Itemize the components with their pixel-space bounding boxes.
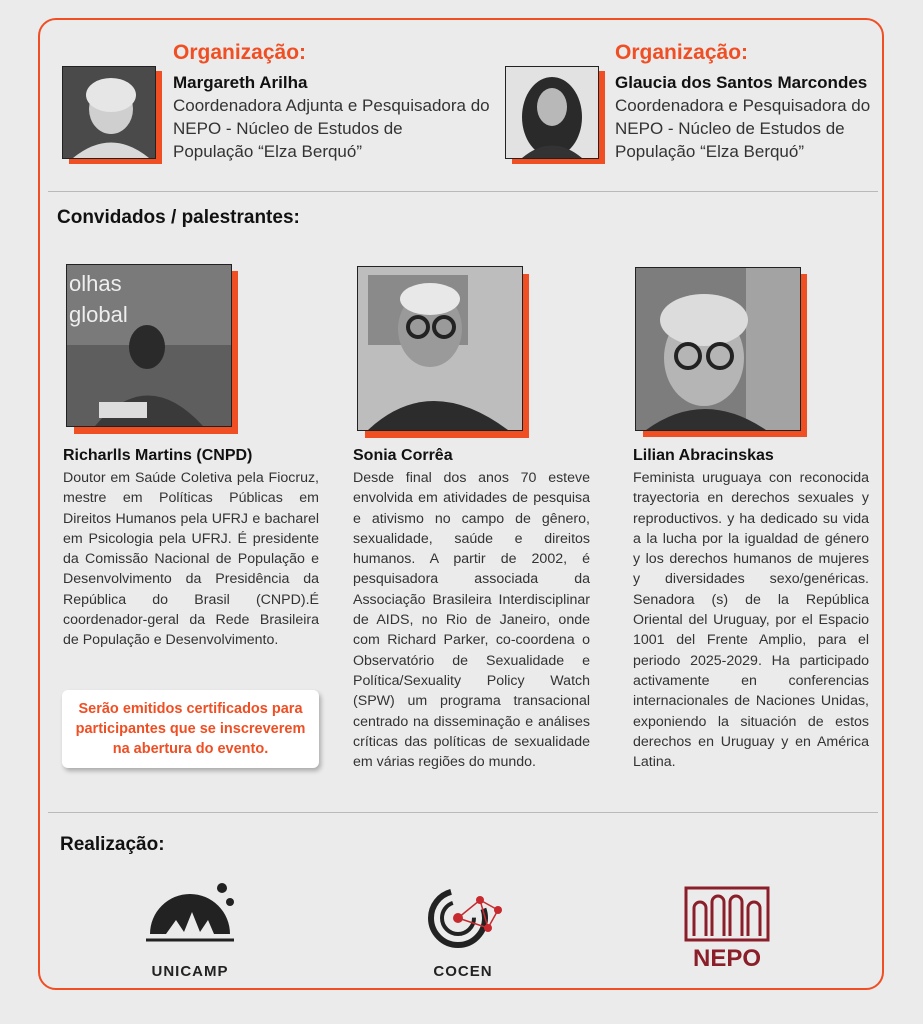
unicamp-label: UNICAMP [151,963,229,980]
organizer-photo [505,66,605,164]
photo-backdrop-text: global [69,302,128,327]
organizer-name: Margareth Arilha [173,73,308,92]
organizer-description: Coordenadora e Pesquisadora do NEPO - Núcleo de Estudos de População “Elza Berquó” [615,96,871,161]
organizer-label: Organização: [615,41,749,64]
photo-backdrop-text: olhas [69,271,122,296]
organizer-name: Glaucia dos Santos Marcondes [615,73,868,92]
divider [48,191,878,192]
cocen-logo[interactable] [418,880,508,980]
guests-title: Convidados / palestrantes: [57,207,300,228]
unicamp-logo-icon [140,876,240,956]
cocen-logo-icon [418,880,508,952]
unicamp-logo[interactable] [140,876,240,980]
speaker-bio: Desde final dos anos 70 esteve envolvida em atividades de pesquisa e ativismo no campo de gênero, sexualidade, saúde e direitos humanos. A partir de 2002, é pesquisadora associada da Associação Brasileira Interdisciplinar de AIDS, no Rio de Janeiro, onde com Richard Parker, co-coordena o Observatório de Sexualidade e Política/Sexuality Policy Watch (SPW) um programa transacional centrado na disseminação e análises críticas das políticas de sexualidade em várias regiões do mundo. [353,470,590,771]
organizer-photo [62,66,162,164]
speaker-photo [357,266,529,438]
realizacao-title: Realização: [60,834,165,855]
nepo-logo-icon [684,886,770,942]
nepo-logo[interactable] [684,886,770,973]
divider [48,812,878,813]
cocen-label: COCEN [433,963,493,980]
speaker-bio: Doutor em Saúde Coletiva pela Fiocruz, mestre em Políticas Públicas em Direitos Humanos pela UFRJ e bacharel em Psicologia pela UFRJ. É presidente da Comissão Nacional de População e Desenvolvimento da Presidência da República do Brasil (CNPD).É coordenador-geral da Rede Brasileira de População e Desenvolvimento. [63,470,319,649]
speaker-photo [635,267,807,437]
speaker-name: Sonia Corrêa [353,447,453,464]
speaker-name: Richarlls Martins (CNPD) [63,447,253,464]
speaker-photo [66,264,238,434]
speaker-bio: Feminista uruguaya con reconocida trayectoria en derechos sexuales y reproductivos. y ha dedicado su vida a la lucha por la igualdad de género y los derechos humanos de mujeres y diversidades sexo/genéricas. Senadora (s) de la República Oriental del Uruguay, por el Espacio 1001 del Frente Amplio, para el periodo 2025-2029. Ha participado activamente en conferencias internacionales de Naciones Unidas, exponiendo la situación de estos derechos en Uruguay y en América Latina. [633,470,869,771]
nepo-label: NEPO [692,945,761,972]
organizer-label: Organização: [173,41,307,64]
speaker-name: Lilian Abracinskas [633,447,774,464]
organizer-description: Coordenadora Adjunta e Pesquisadora do NEPO - Núcleo de Estudos de População “Elza Berquó” [173,96,490,161]
certificate-note: Serão emitidos certificados para participantes que se inscreverem na abertura do evento. [62,690,319,768]
